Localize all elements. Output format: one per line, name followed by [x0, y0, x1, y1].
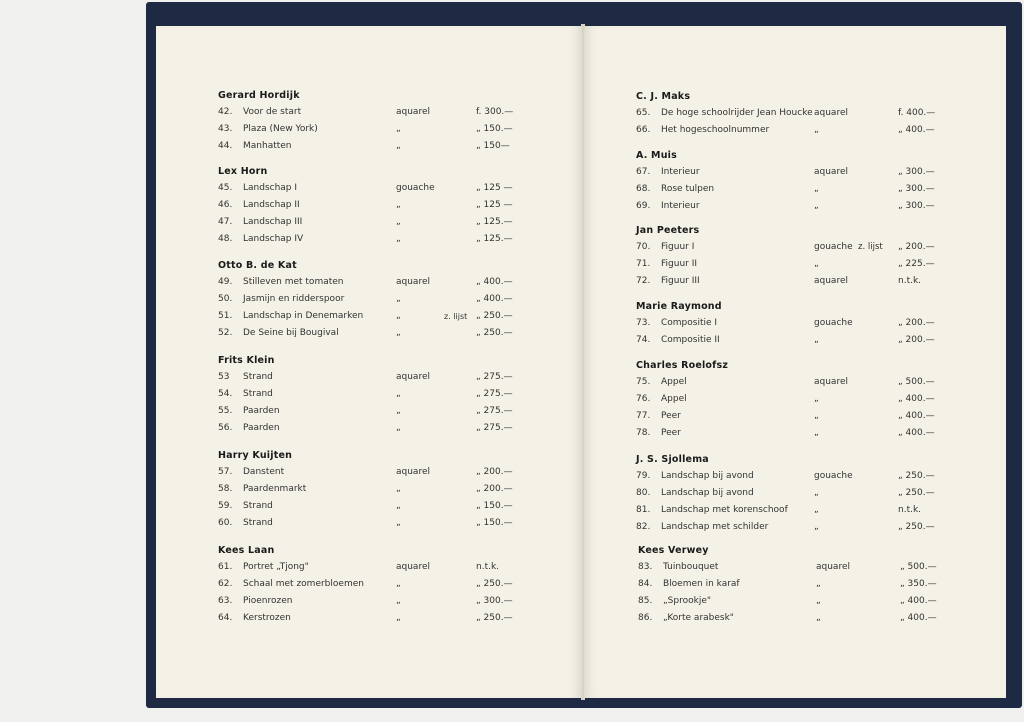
catalogue-entry: [636, 519, 935, 536]
entry-number: 75.: [636, 377, 651, 387]
artist-section: [218, 352, 513, 437]
entry-medium: gouache: [396, 183, 435, 193]
catalogue-entry: [636, 164, 935, 181]
entry-title: Strand: [243, 518, 273, 528]
entry-medium: „: [814, 335, 819, 345]
entry-title: Rose tulpen: [661, 184, 715, 194]
catalogue-entry: [218, 197, 513, 214]
artist-section: [218, 447, 513, 532]
entry-title: Stilleven met tomaten: [243, 277, 344, 287]
catalogue-entry: [218, 610, 513, 627]
entry-title: Paarden: [243, 406, 280, 416]
entry-title: Strand: [243, 389, 273, 399]
entry-number: 42.: [218, 107, 233, 117]
entry-title: Voor de start: [243, 107, 302, 117]
entry-medium: gouache: [814, 242, 853, 252]
entry-number: 58.: [218, 484, 233, 494]
catalogue-entry: [636, 374, 935, 391]
artist-section: [636, 88, 936, 139]
entry-price: „ 150—: [476, 141, 510, 151]
artist-name: C. J. Maks: [636, 91, 691, 102]
entry-medium: „: [814, 411, 819, 421]
entry-medium: „: [396, 596, 401, 606]
entry-medium: gouache: [814, 471, 853, 481]
entry-number: 57.: [218, 467, 233, 477]
entry-number: 82.: [636, 522, 651, 532]
artist-name: Frits Klein: [218, 355, 275, 366]
catalogue-entry: [218, 576, 513, 593]
catalogue-entry: [636, 332, 935, 349]
entry-number: 73.: [636, 318, 651, 328]
entry-medium: „: [396, 579, 401, 589]
entry-medium: „: [396, 501, 401, 511]
entry-note: z. lijst: [444, 312, 468, 321]
entry-medium: „: [816, 579, 821, 589]
catalogue-entry: [218, 403, 513, 420]
entry-title: Bloemen in karaf: [663, 579, 740, 589]
artist-name: Kees Laan: [218, 545, 275, 556]
entry-number: 64.: [218, 613, 233, 623]
entry-medium: „: [396, 141, 401, 151]
entry-number: 54.: [218, 389, 233, 399]
entry-price: n.t.k.: [476, 562, 500, 572]
entry-price: „ 200.—: [898, 242, 935, 252]
entry-number: 48.: [218, 234, 233, 244]
entry-price: „ 250.—: [898, 488, 935, 498]
catalogue-entry: [218, 214, 513, 231]
catalogue-entry: [636, 425, 935, 442]
entry-number: 81.: [636, 505, 651, 515]
catalogue-entry: [218, 138, 510, 155]
entry-medium: „: [396, 423, 401, 433]
entry-title: Schaal met zomerbloemen: [243, 579, 364, 589]
entry-price: „ 250.—: [476, 311, 513, 321]
entry-price: „ 400.—: [476, 294, 513, 304]
artist-name: Marie Raymond: [636, 301, 722, 312]
entry-medium: aquarel: [396, 467, 430, 477]
artist-section: [218, 257, 513, 342]
artist-name: Charles Roelofsz: [636, 360, 729, 371]
catalogue-entry: [218, 121, 513, 138]
entry-number: 77.: [636, 411, 651, 421]
entry-medium: „: [814, 184, 819, 194]
entry-medium: „: [814, 522, 819, 532]
entry-price: „ 150.—: [476, 124, 513, 134]
entry-medium: aquarel: [814, 108, 848, 118]
catalogue-entry: [218, 420, 513, 437]
entry-medium: „: [396, 200, 401, 210]
artist-name: J. S. Sjollema: [636, 454, 709, 465]
catalogue-entry: [638, 593, 937, 610]
entry-number: 47.: [218, 217, 233, 227]
entry-number: 45.: [218, 183, 233, 193]
entry-number: 60.: [218, 518, 233, 528]
entry-price: „ 125.—: [476, 234, 513, 244]
entry-medium: gouache: [814, 318, 853, 328]
entry-price: „ 275.—: [476, 372, 513, 382]
entry-medium: „: [396, 484, 401, 494]
catalogue-entry: [638, 559, 937, 576]
entry-title: Figuur I: [661, 242, 695, 252]
entry-title: Peer: [661, 411, 681, 421]
catalogue-entry: [636, 485, 935, 502]
entry-medium: „: [396, 217, 401, 227]
artist-name: Harry Kuijten: [218, 450, 293, 461]
catalogue-entry: [218, 481, 513, 498]
artist-section: [636, 147, 935, 215]
entry-number: 43.: [218, 124, 233, 134]
entry-price: „ 350.—: [900, 579, 937, 589]
catalogue-entry: [218, 104, 514, 121]
entry-title: Landschap I: [243, 183, 298, 193]
entry-title: Het hogeschoolnummer: [661, 125, 770, 135]
artist-section: [636, 357, 935, 442]
entry-title: Interieur: [661, 167, 700, 177]
entry-number: 71.: [636, 259, 651, 269]
entry-number: 44.: [218, 141, 233, 151]
catalogue-entry: [636, 408, 935, 425]
artist-section: [218, 542, 513, 627]
entry-number: 52.: [218, 328, 233, 338]
entry-price: „ 500.—: [900, 562, 937, 572]
catalogue-entry: [218, 593, 513, 610]
entry-price: „ 200.—: [476, 484, 513, 494]
entry-title: Landschap III: [243, 217, 303, 227]
entry-number: 53: [218, 372, 230, 382]
entry-price: „ 300.—: [898, 167, 935, 177]
catalogue-entry: [636, 122, 935, 139]
catalogue-entry: [636, 198, 935, 215]
artist-section: [218, 163, 513, 248]
entry-number: 51.: [218, 311, 233, 321]
entry-title: Appel: [661, 377, 687, 387]
catalogue-entry: [636, 181, 935, 198]
entry-price: „ 400.—: [898, 428, 935, 438]
entry-price: f. 400.—: [898, 108, 936, 118]
catalogue-entry: [218, 291, 513, 308]
entry-medium: „: [396, 124, 401, 134]
entry-number: 66.: [636, 125, 651, 135]
catalogue-entry: [636, 502, 922, 519]
catalogue-entry: [218, 559, 500, 576]
entry-medium: „: [396, 518, 401, 528]
entry-title: Compositie II: [661, 335, 720, 345]
entry-medium: aquarel: [396, 372, 430, 382]
entry-price: „ 150.—: [476, 518, 513, 528]
artist-name: A. Muis: [636, 150, 677, 161]
entry-number: 78.: [636, 428, 651, 438]
entry-title: Paardenmarkt: [243, 484, 307, 494]
entry-price: „ 400.—: [476, 277, 513, 287]
artist-name: Gerard Hordijk: [218, 90, 300, 101]
entry-number: 80.: [636, 488, 651, 498]
catalogue-entry: [636, 315, 935, 332]
entry-price: „ 400.—: [900, 596, 937, 606]
entry-title: Jasmijn en ridderspoor: [243, 294, 345, 304]
entry-medium: aquarel: [814, 167, 848, 177]
catalogue-entry: [218, 515, 513, 532]
entry-medium: „: [396, 328, 401, 338]
entry-number: 50.: [218, 294, 233, 304]
entry-title: Strand: [243, 372, 273, 382]
entry-number: 61.: [218, 562, 233, 572]
catalogue-entry: [218, 308, 513, 325]
entry-title: Landschap bij avond: [661, 471, 754, 481]
catalogue-entry: [638, 576, 937, 593]
entry-number: 83.: [638, 562, 653, 572]
entry-number: 67.: [636, 167, 651, 177]
entry-number: 69.: [636, 201, 651, 211]
artist-section: [218, 87, 514, 155]
entry-price: „ 400.—: [900, 613, 937, 623]
entry-number: 65.: [636, 108, 651, 118]
entry-medium: „: [814, 488, 819, 498]
entry-medium: „: [814, 505, 819, 515]
catalogue-entry: [638, 610, 937, 627]
entry-medium: „: [814, 125, 819, 135]
entry-title: Figuur III: [661, 276, 700, 286]
entry-title: Peer: [661, 428, 681, 438]
entry-number: 79.: [636, 471, 651, 481]
entry-price: „ 500.—: [898, 377, 935, 387]
entry-title: Strand: [243, 501, 273, 511]
catalogue-entry: [218, 274, 513, 291]
artist-section: [636, 222, 935, 290]
entry-price: „ 275.—: [476, 406, 513, 416]
entry-price: „ 400.—: [898, 125, 935, 135]
entry-title: Kerstrozen: [243, 613, 291, 623]
entry-medium: aquarel: [396, 277, 430, 287]
entry-price: „ 250.—: [476, 613, 513, 623]
entry-price: „ 250.—: [476, 579, 513, 589]
entry-medium: aquarel: [396, 562, 430, 572]
entry-number: 70.: [636, 242, 651, 252]
entry-medium: „: [396, 389, 401, 399]
entry-title: Figuur II: [661, 259, 698, 269]
entry-title: Landschap IV: [243, 234, 304, 244]
entry-medium: „: [814, 394, 819, 404]
catalogue-entry: [218, 369, 513, 386]
catalogue-entry: [636, 105, 936, 122]
artist-name: Kees Verwey: [638, 545, 709, 556]
catalogue-entry: [636, 468, 935, 485]
entry-title: De hoge schoolrijder Jean Houcke: [661, 108, 813, 118]
entry-price: „ 225.—: [898, 259, 935, 269]
entry-medium: aquarel: [814, 377, 848, 387]
entry-medium: „: [396, 613, 401, 623]
entry-price: n.t.k.: [898, 276, 922, 286]
entry-medium: „: [396, 311, 401, 321]
entry-price: „ 200.—: [476, 467, 513, 477]
entry-medium: „: [814, 259, 819, 269]
entry-medium: „: [814, 428, 819, 438]
entry-price: f. 300.—: [476, 107, 514, 117]
entry-number: 62.: [218, 579, 233, 589]
entry-medium: „: [396, 406, 401, 416]
entry-medium: aquarel: [396, 107, 430, 117]
entry-price: „ 150.—: [476, 501, 513, 511]
entry-price: „ 275.—: [476, 423, 513, 433]
artist-name: Jan Peeters: [636, 225, 700, 236]
entry-medium: „: [816, 596, 821, 606]
entry-price: „ 250.—: [898, 522, 935, 532]
entry-price: „ 300.—: [898, 201, 935, 211]
entry-title: Portret „Tjong": [243, 562, 309, 572]
artist-section: [636, 451, 935, 536]
entry-price: „ 200.—: [898, 335, 935, 345]
artist-name: Otto B. de Kat: [218, 260, 297, 271]
entry-title: Tuinbouquet: [663, 562, 719, 572]
entry-note: z. lijst: [858, 242, 883, 252]
entry-price: „ 125 —: [476, 200, 513, 210]
entry-price: „ 200.—: [898, 318, 935, 328]
entry-title: Landschap met schilder: [661, 522, 769, 532]
entry-title: Pioenrozen: [243, 596, 293, 606]
entry-title: Landschap in Denemarken: [243, 311, 364, 321]
entry-title: Compositie I: [661, 318, 718, 328]
entry-title: Danstent: [243, 467, 285, 477]
entry-price: „ 300.—: [476, 596, 513, 606]
entry-number: 86.: [638, 613, 653, 623]
entry-number: 74.: [636, 335, 651, 345]
entry-number: 63.: [218, 596, 233, 606]
entry-medium: „: [396, 234, 401, 244]
entry-price: „ 250.—: [476, 328, 513, 338]
entry-number: 55.: [218, 406, 233, 416]
catalogue-entry: [218, 325, 513, 342]
entry-price: „ 125.—: [476, 217, 513, 227]
entry-price: „ 250.—: [898, 471, 935, 481]
artist-name: Lex Horn: [218, 166, 268, 177]
catalogue-entry: [218, 231, 513, 248]
entry-title: Plaza (New York): [243, 124, 318, 134]
entry-title: Landschap II: [243, 200, 300, 210]
entry-medium: „: [814, 201, 819, 211]
entry-number: 49.: [218, 277, 233, 287]
entry-medium: aquarel: [816, 562, 850, 572]
entry-title: „Korte arabesk": [663, 613, 734, 623]
entry-title: Appel: [661, 394, 687, 404]
entry-price: „ 400.—: [898, 394, 935, 404]
entry-title: De Seine bij Bougival: [243, 328, 339, 338]
entry-title: Landschap met korenschoof: [661, 505, 788, 515]
entry-title: Paarden: [243, 423, 280, 433]
catalogue-entry: [218, 464, 513, 481]
entry-medium: aquarel: [814, 276, 848, 286]
entry-number: 46.: [218, 200, 233, 210]
entry-price: „ 300.—: [898, 184, 935, 194]
entry-number: 59.: [218, 501, 233, 511]
entry-number: 68.: [636, 184, 651, 194]
entry-price: „ 275.—: [476, 389, 513, 399]
entry-price: „ 400.—: [898, 411, 935, 421]
entry-number: 72.: [636, 276, 651, 286]
entry-price: n.t.k.: [898, 505, 922, 515]
catalogue-entry: [636, 391, 935, 408]
entry-number: 56.: [218, 423, 233, 433]
artist-section: [636, 298, 935, 349]
catalogue-entry: [218, 498, 513, 515]
entry-price: „ 125 —: [476, 183, 513, 193]
entry-title: „Sprookje": [663, 596, 711, 606]
entry-title: Manhatten: [243, 141, 292, 151]
entry-number: 76.: [636, 394, 651, 404]
left-page: [156, 26, 582, 698]
right-page: [584, 26, 1006, 698]
catalogue-entry: [218, 386, 513, 403]
entry-title: Interieur: [661, 201, 700, 211]
catalogue-entry: [636, 273, 922, 290]
catalogue-entry: [218, 180, 513, 197]
entry-medium: „: [396, 294, 401, 304]
entry-medium: „: [816, 613, 821, 623]
catalogue-entry: [636, 256, 935, 273]
entry-title: Landschap bij avond: [661, 488, 754, 498]
entry-number: 85.: [638, 596, 653, 606]
entry-number: 84.: [638, 579, 653, 589]
catalogue-entry: [636, 239, 935, 256]
artist-section: [638, 542, 937, 627]
